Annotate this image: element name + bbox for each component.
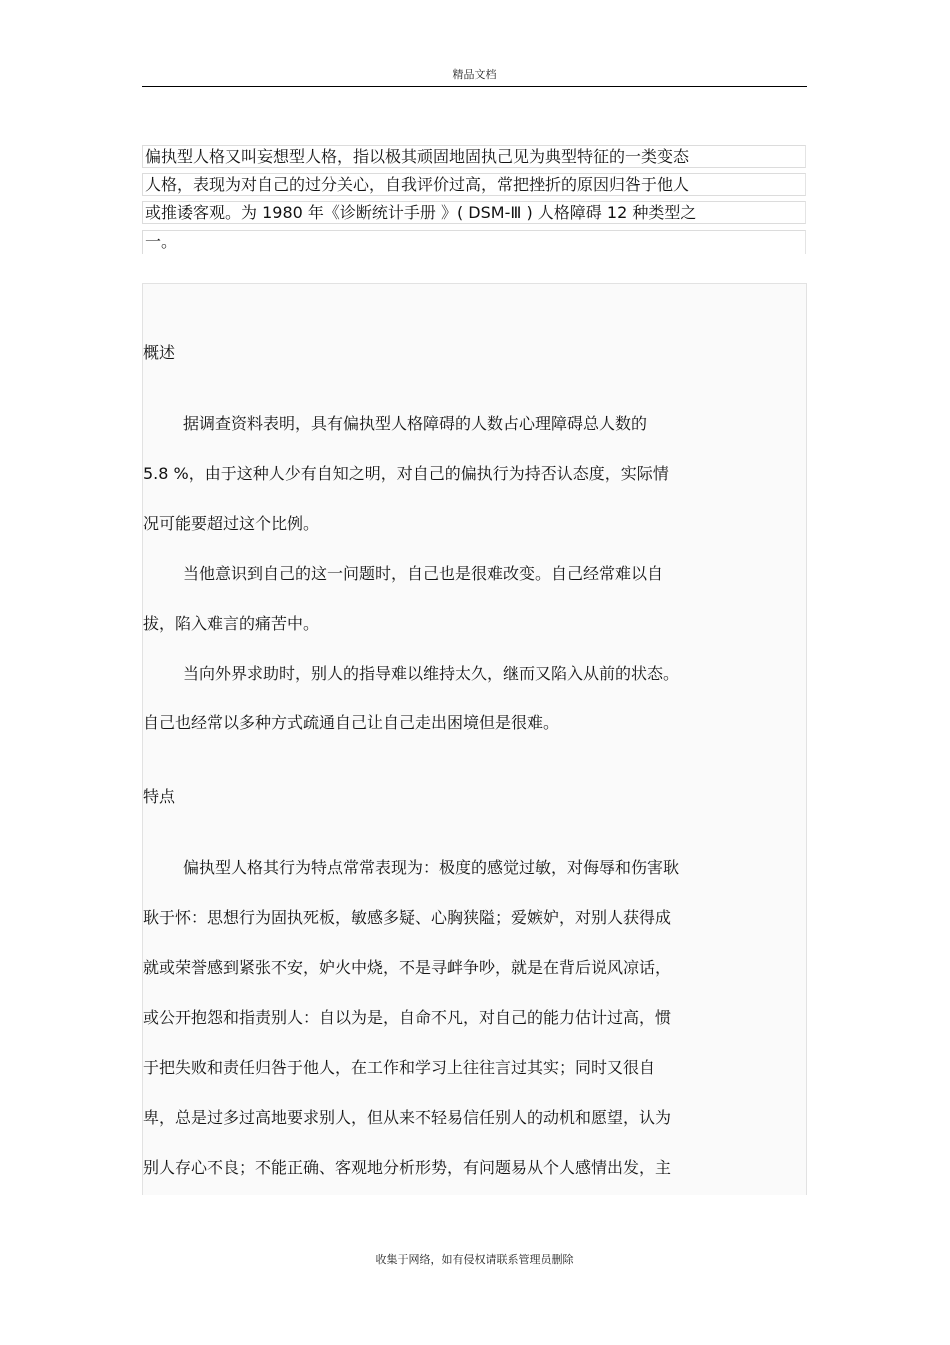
page-header: 精品文档 bbox=[452, 68, 497, 81]
paragraph-line: 5.8 %，由于这种人少有自知之明，对自己的偏执行为持否认态度，实际情 bbox=[143, 464, 669, 483]
intro-line-2: 人格，表现为对自己的过分关心，自我评价过高，常把挫折的原因归咎于他人 bbox=[142, 173, 806, 196]
paragraph-line: 自己也经常以多种方式疏通自己让自己走出困境但是很难。 bbox=[143, 713, 560, 732]
paragraph-line: 就或荣誉感到紧张不安，妒火中烧，不是寻衅争吵，就是在背后说风凉话， bbox=[143, 958, 672, 977]
intro-line-4: 一。 bbox=[142, 230, 806, 254]
paragraph-line: 别人存心不良；不能正确、客观地分析形势，有问题易从个人感情出发，主 bbox=[143, 1158, 672, 1177]
header-divider bbox=[142, 86, 807, 87]
intro-line-3: 或推诿客观。为 1980 年《诊断统计手册 》( DSM-Ⅲ ) 人格障碍 12 种类型之 bbox=[142, 201, 806, 224]
paragraph-line: 偏执型人格其行为特点常常表现为：极度的感觉过敏，对侮辱和伤害耿 bbox=[183, 858, 680, 877]
page-footer: 收集于网络，如有侵权请联系管理员删除 bbox=[375, 1253, 574, 1266]
section-heading-overview: 概述 bbox=[143, 343, 176, 362]
paragraph-line: 于把失败和责任归咎于他人，在工作和学习上往往言过其实；同时又很自 bbox=[143, 1058, 656, 1077]
paragraph-line: 卑，总是过多过高地要求别人，但从来不轻易信任别人的动机和愿望，认为 bbox=[143, 1108, 672, 1127]
paragraph-line: 耿于怀：思想行为固执死板，敏感多疑、心胸狭隘；爱嫉妒，对别人获得成 bbox=[143, 908, 672, 927]
paragraph-line: 拔，陷入难言的痛苦中。 bbox=[143, 614, 320, 633]
section-heading-features: 特点 bbox=[143, 787, 176, 806]
intro-line-1: 偏执型人格又叫妄想型人格，指以极其顽固地固执己见为典型特征的一类变态 bbox=[142, 145, 806, 168]
paragraph-line: 据调查资料表明，具有偏执型人格障碍的人数占心理障碍总人数的 bbox=[183, 414, 648, 433]
paragraph-line: 当向外界求助时，别人的指导难以维持太久，继而又陷入从前的状态。 bbox=[183, 664, 680, 683]
paragraph-line: 况可能要超过这个比例。 bbox=[143, 514, 320, 533]
paragraph-line: 当他意识到自己的这一问题时，自己也是很难改变。自己经常难以自 bbox=[183, 564, 664, 583]
paragraph-line: 或公开抱怨和指责别人：自以为是，自命不凡，对自己的能力估计过高，惯 bbox=[143, 1008, 672, 1027]
